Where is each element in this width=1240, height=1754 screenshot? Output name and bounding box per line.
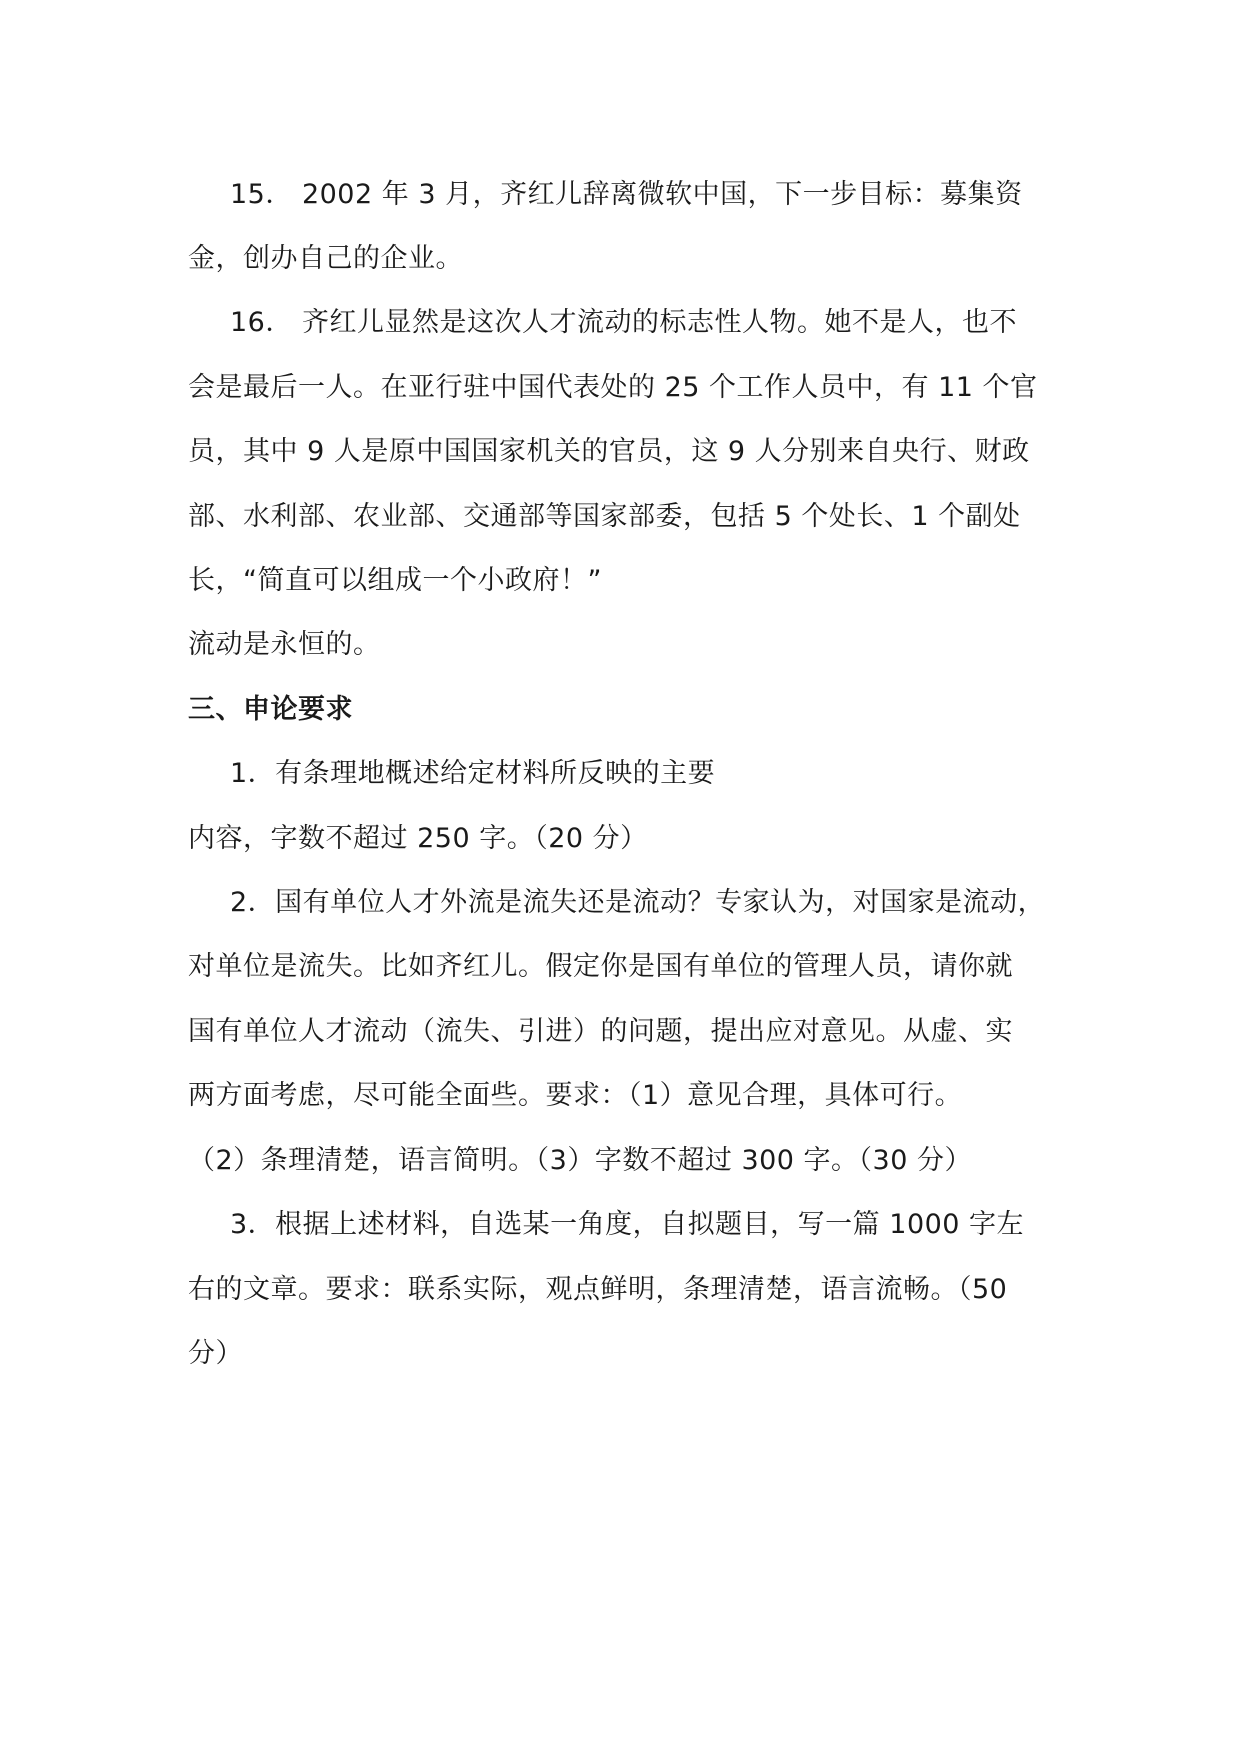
requirement-2-line-1: 2．国有单位人才外流是流失还是流动？专家认为，对国家是流动， bbox=[230, 887, 1046, 918]
item-15-line-1: 15． 2002 年 3 月，齐红儿辞离微软中国，下一步目标：募集资 bbox=[230, 179, 1023, 210]
requirement-1-line-2: 内容，字数不超过 250 字。（20 分） bbox=[188, 823, 648, 854]
requirement-3-line-2: 右的文章。要求：联系实际，观点鲜明，条理清楚，语言流畅。（50 bbox=[188, 1274, 1008, 1305]
item-16-line-1: 16． 齐红儿显然是这次人才流动的标志性人物。她不是人，也不 bbox=[230, 307, 1017, 338]
requirement-2-line-2: 对单位是流失。比如齐红儿。假定你是国有单位的管理人员，请你就 bbox=[188, 951, 1013, 982]
item-16-line-4: 部、水利部、农业部、交通部等国家部委，包括 5 个处长、1 个副处 bbox=[188, 501, 1021, 532]
requirement-1-line-1: 1．有条理地概述给定材料所反映的主要 bbox=[230, 758, 716, 789]
requirement-3-line-3: 分） bbox=[188, 1338, 243, 1369]
requirement-2-line-5: （2）条理清楚，语言简明。（3）字数不超过 300 字。（30 分） bbox=[188, 1145, 972, 1176]
item-15-line-2: 金，创办自己的企业。 bbox=[188, 243, 463, 274]
requirement-2-line-3: 国有单位人才流动（流失、引进）的问题，提出应对意见。从虚、实 bbox=[188, 1016, 1013, 1047]
closing-line: 流动是永恒的。 bbox=[188, 629, 381, 660]
item-16-line-3: 员，其中 9 人是原中国国家机关的官员，这 9 人分别来自央行、财政 bbox=[188, 436, 1030, 467]
requirement-3-line-1: 3．根据上述材料，自选某一角度，自拟题目，写一篇 1000 字左 bbox=[230, 1209, 1025, 1240]
item-16-line-5: 长，“简直可以组成一个小政府！” bbox=[188, 565, 602, 596]
item-16-line-2: 会是最后一人。在亚行驻中国代表处的 25 个工作人员中，有 11 个官 bbox=[188, 372, 1038, 403]
section-heading: 三、申论要求 bbox=[188, 694, 353, 725]
requirement-2-line-4: 两方面考虑，尽可能全面些。要求：（1）意见合理，具体可行。 bbox=[188, 1080, 963, 1111]
